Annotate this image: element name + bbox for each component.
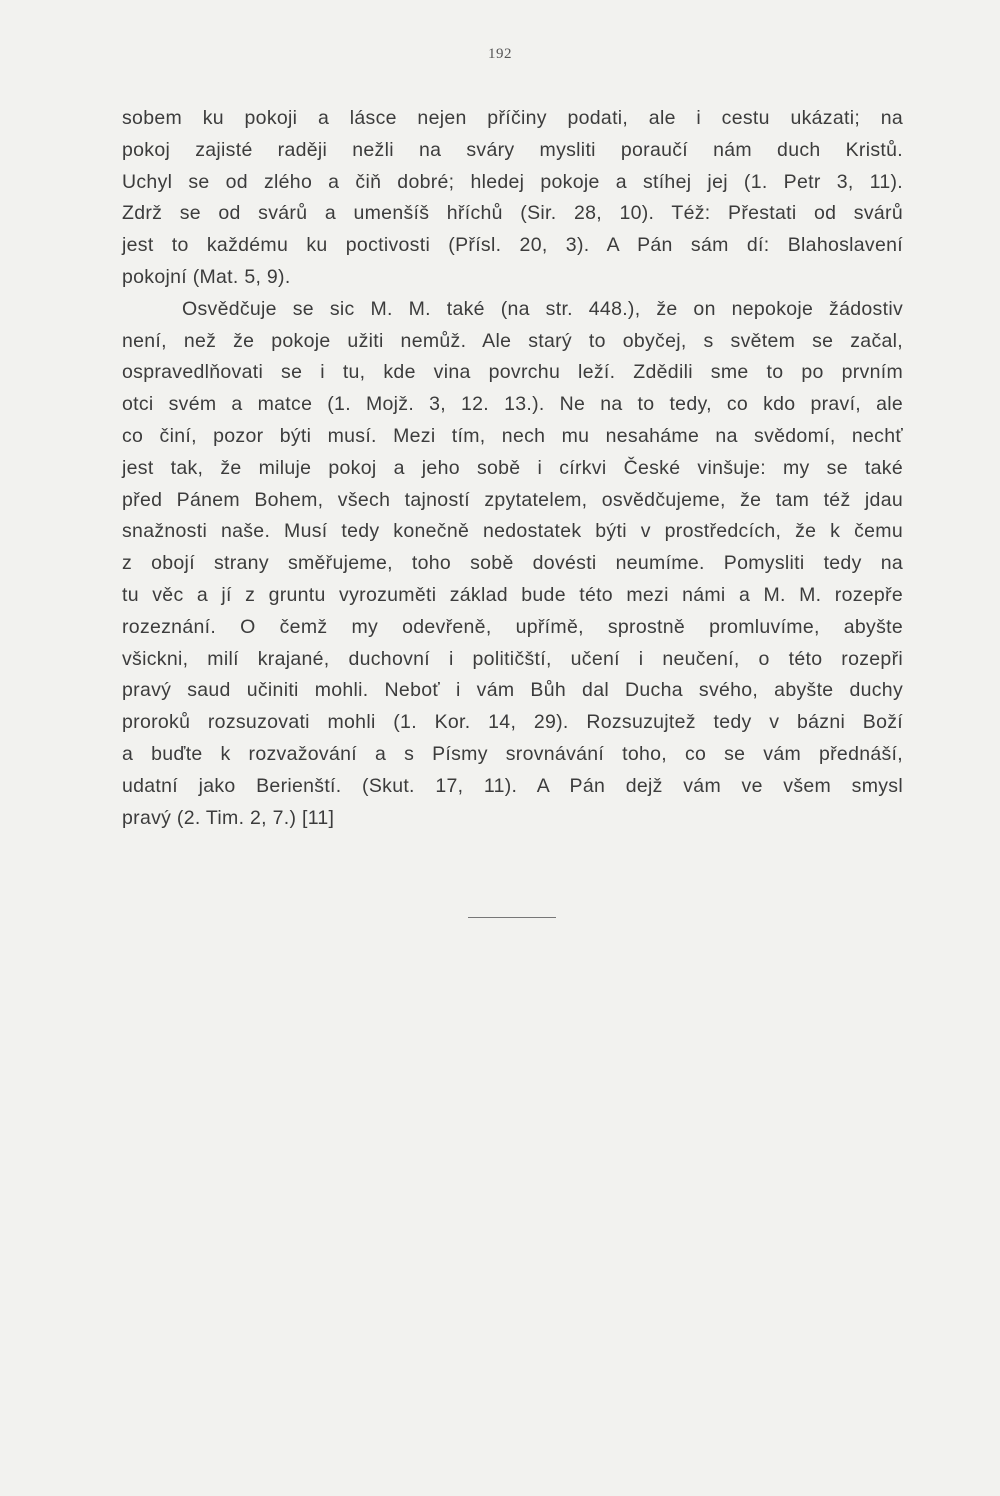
text-line: Zdrž se od svárů a umenšíš hříchů (Sir. 28, 10). Též: Přestati od svárů xyxy=(122,202,903,225)
text-line: udatní jako Berienští. (Skut. 17, 11). A Pán dejž vám ve všem smysl xyxy=(122,774,903,797)
text-line: všicknі, milí krajané, duchovní i političští, učení i neučení, o této rozepři xyxy=(122,647,903,670)
page-number: 192 xyxy=(488,46,512,62)
text-line: z obojí strany směřujeme, toho sobě dovésti neumíme. Pomysliti tedy na xyxy=(122,552,903,575)
text-line: není, než že pokoje užiti nemůž. Ale starý to obyčej, s světem se začal, xyxy=(122,329,903,352)
section-divider xyxy=(468,917,556,918)
text-line: rozeznání. O čemž my odevřeně, upřímě, sprostně promluvíme, abyšte xyxy=(122,615,903,638)
text-line: před Pánem Bohem, všech tajností zpytatelem, osvědčujeme, že tam též jdau xyxy=(122,488,903,511)
text-line: snažnosti naše. Musí tedy konečně nedostatek býti v prostředcích, že k čemu xyxy=(122,520,903,543)
text-line: pokoj zajisté raději nežli na sváry mysliti poraučí nám duch Kristů. xyxy=(122,138,903,161)
text-line: Osvědčuje se sic M. M. také (na str. 448.), že on nepokoje žádostiv xyxy=(182,297,903,320)
body-text xyxy=(122,103,903,834)
text-line: co činí, pozor býti musí. Mezi tím, nech mu nesaháme na svědomí, nechť xyxy=(122,424,903,447)
text-line: a buďte k rozvažování a s Písmy srovnávání toho, co se vám přednáší, xyxy=(122,742,903,765)
text-line: jest to každému ku poctivosti (Přísl. 20, 3). A Pán sám dí: Blahoslavení xyxy=(122,234,903,257)
text-line: pravý (2. Tim. 2, 7.) [11] xyxy=(122,806,335,829)
text-line: pokojní (Mat. 5, 9). xyxy=(122,265,291,288)
text-line: Uchyl se od zlého a čiň dobré; hledej pokoje a stíhej jej (1. Petr 3, 11). xyxy=(122,170,903,193)
text-line: sobem ku pokoji a lásce nejen příčiny podati, ale i cestu ukázati; na xyxy=(122,107,903,129)
text-line: ospravedlňovati se i tu, kde vina povrchu leží. Zdědili sme to po prvním xyxy=(122,361,903,384)
text-line: proroků rozsuzovati mohli (1. Kor. 14, 29). Rozsuzujtež tedy v bázni Boží xyxy=(122,711,903,734)
text-line: jest tak, že miluje pokoj a jeho sobě i církvi České vinšuje: my se také xyxy=(122,456,903,479)
text-line: otci svém a matce (1. Mojž. 3, 12. 13.). Ne na to tedy, co kdo praví, ale xyxy=(122,393,903,416)
text-line: pravý saud učiniti mohli. Neboť i vám Bůh dal Ducha svého, abyšte duchy xyxy=(122,679,903,702)
text-line: tu věc a jí z gruntu vyrozuměti základ bude této mezi námi a M. M. rozepře xyxy=(122,583,903,606)
